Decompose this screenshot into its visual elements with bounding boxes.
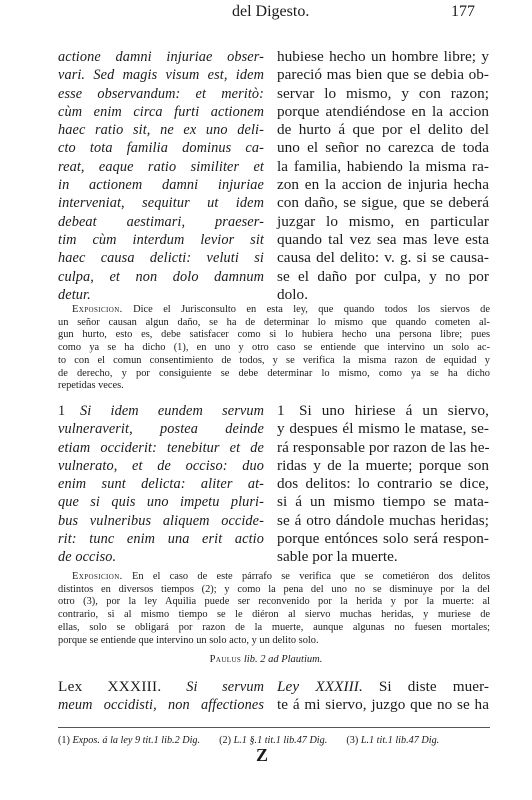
spanish-line: 1 Si uno hiriese á un siervo,: [277, 402, 489, 419]
spanish-line: hubiese hecho un hombre libre; y: [277, 48, 489, 65]
latin-line: in actionem damni injuriae: [58, 177, 264, 194]
footnote-divider: [58, 727, 490, 728]
exposicion-line: gun hurto, esto es, debe satisfacer como si lo hubiera hecho una persona libre; pues: [58, 329, 490, 341]
latin-line: vulneraverit, postea deinde: [58, 421, 264, 438]
latin-line: actione damni injuriae obser-: [58, 49, 264, 65]
spanish-line: ridas y de la muerte; porque son: [277, 456, 489, 474]
spanish-line: Ley XXXIII. Si diste muer-: [277, 678, 490, 695]
spanish-line: rá responsable por razon de las he-: [277, 438, 490, 456]
spanish-line: se á otro dándole muchas heridas;: [277, 511, 489, 529]
spanish-line: juzgar lo mismo, en particular: [277, 212, 489, 230]
spanish-line: zon en la accion de injuria hecha: [277, 176, 489, 194]
exposicion-line: repetidas veces.: [58, 380, 124, 392]
latin-line: cto tota familia dominus ca-: [58, 140, 264, 157]
latin-line: esse observandum: et meritò:: [58, 85, 264, 102]
spanish-line: porque atendiéndose en la accion: [277, 102, 489, 120]
latin-line: debeat aestimari, praeser-: [58, 213, 264, 230]
latin-line: que si quis uno impetu pluri-: [58, 494, 264, 511]
latin-line: tim cùm interdum levior sit: [58, 231, 264, 248]
latin-line: culpa, et non dolo damnum: [58, 268, 264, 285]
latin-line: 1 Si idem eundem servum: [58, 403, 264, 419]
spanish-text-block-3: [277, 678, 489, 715]
footnotes: [58, 735, 490, 746]
spanish-line: porque entónces solo será respon-: [277, 530, 489, 548]
spanish-line: dos delitos: lo contrario se dice,: [277, 475, 489, 493]
exposicion-note-1: [58, 304, 490, 393]
lex-heading: Lex XXXIII.: [58, 678, 162, 695]
latin-line: bus vulneribus aliquem occide-: [58, 512, 264, 529]
ley-heading: Ley XXXIII.: [277, 678, 363, 695]
spanish-text-block-2: [277, 402, 489, 567]
spanish-line: si á un mismo tiempo se mata-: [277, 493, 489, 511]
attribution-author: Paulus: [209, 654, 242, 665]
latin-line: meum occidisti, non affectiones: [58, 697, 264, 714]
paragraph-number: 1: [277, 402, 285, 419]
latin-line: enim sunt delicta: aliter at-: [58, 476, 264, 493]
latin-line: vulnerato, et de occiso: duo: [58, 457, 264, 474]
spanish-line: quando tal vez sea mas leve esta: [277, 230, 489, 248]
spanish-line: de hurto á que por el delito del: [277, 121, 489, 139]
exposicion-line: contrario, si al mismo tiempo se le diéron al siervo muchas heridas, y muriese de: [58, 609, 490, 621]
signature-mark: Z: [256, 745, 270, 765]
latin-line: cùm enim circa furti actionem: [58, 103, 264, 120]
spanish-line: uno el señor no carezca de toda: [277, 139, 489, 157]
latin-line: rit: tunc enim una erit actio: [58, 531, 264, 548]
latin-line: haec causa delicti: veluti si: [58, 250, 264, 267]
latin-line: reat, eaque ratio similiter et: [58, 158, 264, 175]
spanish-line: con daño, se sigue, que se deberá: [277, 194, 489, 212]
footnote-2: (2) L.1 §.1 tit.1 lib.47 Dig.: [219, 735, 328, 746]
source-attribution: [0, 654, 532, 665]
spanish-line: y despues él mismo le matase, se-: [277, 420, 489, 438]
latin-line: interveniat, sequitur ut idem: [58, 195, 264, 212]
exposicion-line: como ya se ha dicho (1), en uno y otro caso se entiende que intervino un solo ac-: [58, 342, 490, 354]
spanish-line: dolo.: [277, 285, 309, 303]
spanish-text-block-1: [277, 48, 489, 304]
spanish-line: la familia, habiendo la misma ra-: [277, 157, 489, 175]
exposicion-first-line: Exposicion. Dice el Jurisconsulto en esta ley, que quando todos los siervos de: [72, 304, 490, 315]
latin-text-block-2: [58, 402, 264, 567]
latin-text-block-3: [58, 678, 264, 715]
exposicion-line: un señor causan algun daño, se ha de determinar lo mismo que quando cometen al-: [58, 316, 490, 328]
exposicion-label: Exposicion.: [72, 571, 123, 582]
latin-line: Lex XXXIII. Si servum: [58, 678, 264, 695]
spanish-line: sable por la muerte.: [277, 548, 398, 566]
page-number: 177: [451, 3, 475, 20]
attribution-work: lib. 2 ad Plautium.: [243, 654, 323, 665]
exposicion-line: distintos en diversos tiempos (2); y como la pena del uno no se disminuye por la del: [58, 583, 490, 595]
exposicion-line: to con el comun consentimiento de todos, y se verifica la misma razon de equidad y: [58, 354, 490, 366]
spanish-line: pareció mas bien que se debia ob-: [277, 66, 489, 84]
latin-line: etiam occiderit: tenebitur et de: [58, 439, 264, 456]
exposicion-note-2: [58, 571, 490, 647]
latin-line: haec ratio sit, ne ex uno deli-: [58, 122, 264, 139]
paragraph-number: 1: [58, 403, 66, 419]
latin-line: de occiso.: [58, 549, 117, 566]
exposicion-label: Exposicion.: [72, 304, 123, 315]
latin-text-block-1: [58, 48, 264, 304]
latin-line: detur.: [58, 286, 91, 303]
spanish-line: servar lo mismo, y con razon;: [277, 84, 489, 102]
spanish-line: te á mi siervo, juzgo que no se ha: [277, 696, 489, 714]
footnote-3: (3) L.1 tit.1 lib.47 Dig.: [346, 735, 440, 746]
exposicion-line: de derecho, y por consiguiente se debe determinar lo mismo, como ya se ha dicho: [58, 367, 490, 379]
running-header-title: del Digesto.: [232, 3, 310, 20]
spanish-line: se el daño por culpa, y no por: [277, 267, 489, 285]
footnote-1: (1) Expos. á la ley 9 tit.1 lib.2 Dig.: [58, 735, 201, 746]
exposicion-first-line: Exposicion. En el caso de este párrafo se verifica que se cometiéron dos delitos: [72, 571, 490, 582]
latin-line: vari. Sed magis visum est, idem: [58, 67, 264, 84]
exposicion-line: porque se entiende que intervino un solo acto, y un delito solo.: [58, 634, 319, 646]
spanish-line: causa del delito: v. g. si se causa-: [277, 249, 489, 267]
exposicion-line: ellas, solo se obligará por razon de la muerte, aunque algunas no fuesen mortales;: [58, 621, 490, 633]
exposicion-line: otro (3), por la ley Aquilia puede ser reconvenido por la herida y por la muerte: al: [58, 596, 490, 608]
